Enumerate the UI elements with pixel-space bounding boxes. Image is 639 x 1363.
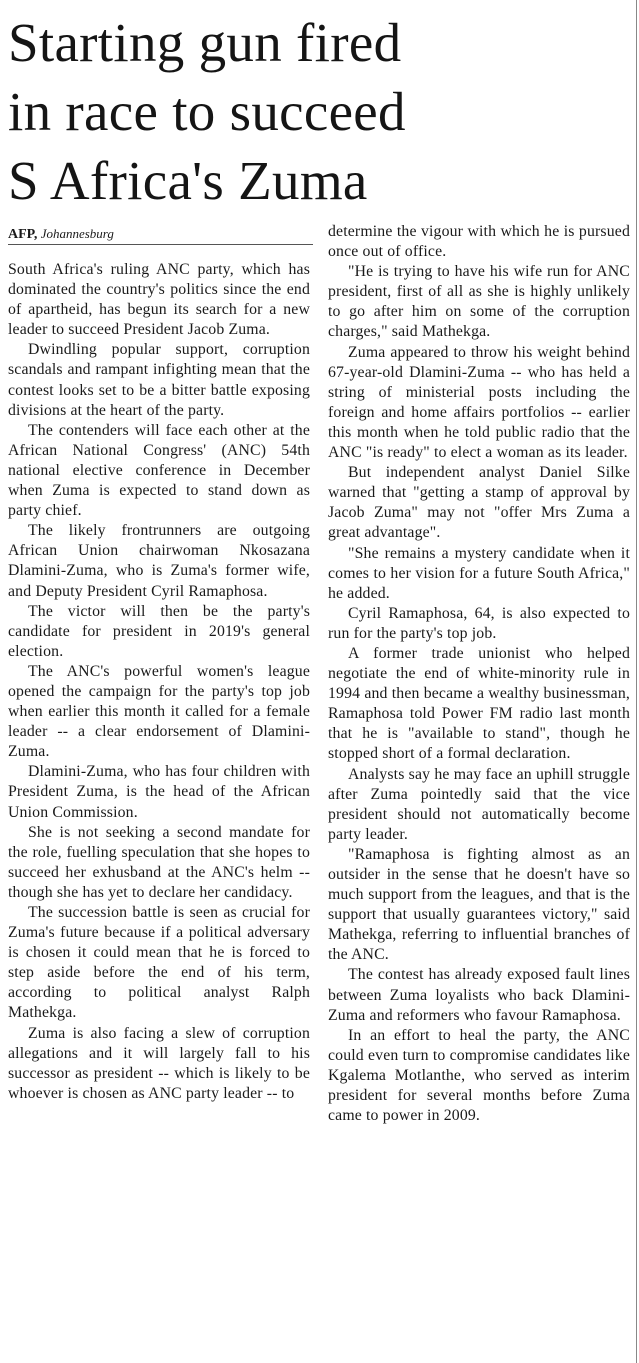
paragraph: Zuma appeared to throw his weight behind 67-year-old Dlamini-Zuma -- who has held a string of ministerial posts including the foreign and home affairs portfolios -- earlier this month when he told public radio that the ANC "is ready" to elect a woman as its leader.: [328, 343, 630, 462]
paragraph: But independent analyst Daniel Silke warned that "getting a stamp of approval by Jacob Zuma" may not "offer Mrs Zuma a great advantage".: [328, 464, 630, 542]
headline: [8, 8, 633, 215]
byline-agency: AFP,: [8, 227, 38, 242]
paragraph: South Africa's ruling ANC party, which has dominated the country's politics since the end of apartheid, has begun its search for a new leader to succeed President Jacob Zuma.: [8, 261, 310, 339]
paragraph: "Ramaphosa is fighting almost as an outsider in the sense that he doesn't have so much support from the leagues, and that is the support that usually guarantees victory," said Mathekga, referring to influential branches of the ANC.: [328, 845, 630, 964]
paragraph: Zuma is also facing a slew of corruption allegations and it will largely fall to his successor as president -- which is likely to be whoever is chosen as ANC party leader -- to: [8, 1024, 310, 1102]
paragraph: determine the vigour with which he is pursued once out of office.: [328, 223, 630, 261]
paragraph: Dlamini-Zuma, who has four children with President Zuma, is the head of the African Union Commission.: [8, 763, 310, 821]
paragraph: The victor will then be the party's candidate for president in 2019's general election.: [8, 602, 310, 660]
byline-divider: [8, 244, 313, 245]
paragraph: The contenders will face each other at the African National Congress' (ANC) 54th national elective conference in December when Zuma is expected to stand down as party chief.: [8, 421, 310, 520]
paragraph: A former trade unionist who helped negotiate the end of white-minority rule in 1994 and then became a wealthy businessman, Ramaphosa told Power FM radio last month that he is "available to stand", though he stopped short of a formal declaration.: [328, 644, 630, 763]
paragraph: Dwindling popular support, corruption scandals and rampant infighting mean that the contest looks set to be a bitter battle exposing divisions at the heart of the party.: [8, 341, 310, 419]
headline-line: in race to succeed: [8, 81, 406, 142]
paragraph: The likely frontrunners are outgoing African Union chairwoman Nkosazana Dlamini-Zuma, who is Zuma's former wife, and Deputy President Cyril Ramaphosa.: [8, 522, 310, 600]
paragraph: "She remains a mystery candidate when it comes to her vision for a future South Africa," he added.: [328, 544, 630, 602]
paragraph: "He is trying to have his wife run for ANC president, first of all as she is highly unlikely to go after him on some of the corruption charges," said Mathekga.: [328, 263, 630, 341]
byline-location: Johannesburg: [40, 226, 114, 241]
headline-line: S Africa's Zuma: [8, 150, 368, 211]
paragraph: Analysts say he may face an uphill struggle after Zuma pointedly said that the vice president should not automatically become party leader.: [328, 765, 630, 843]
headline-line: Starting gun fired: [8, 12, 402, 73]
paragraph: In an effort to heal the party, the ANC could even turn to compromise candidates like Kgalema Motlanthe, who served as interim president for several months before Zuma came to power in 2009.: [328, 1026, 630, 1125]
article-column-2: [328, 222, 630, 1126]
paragraph: The ANC's powerful women's league opened the campaign for the party's top job when earlier this month it called for a female leader -- a clear endorsement of Dlamini-Zuma.: [8, 662, 310, 761]
byline: [8, 226, 308, 243]
paragraph: The contest has already exposed fault lines between Zuma loyalists who back Dlamini-Zuma and reformers who favour Ramaphosa.: [328, 966, 630, 1024]
paragraph: Cyril Ramaphosa, 64, is also expected to run for the party's top job.: [328, 604, 630, 642]
paragraph: She is not seeking a second mandate for the role, fuelling speculation that she hopes to succeed her exhusband at the ANC's helm -- though she has yet to declare her candidacy.: [8, 823, 310, 901]
page-edge-rule: [636, 0, 637, 1363]
paragraph: The succession battle is seen as crucial for Zuma's future because if a political adversary is chosen it could mean that he is forced to step aside before the end of his term, according to political analyst Ralph Mathekga.: [8, 904, 310, 1022]
article-column-1: [8, 260, 310, 1104]
